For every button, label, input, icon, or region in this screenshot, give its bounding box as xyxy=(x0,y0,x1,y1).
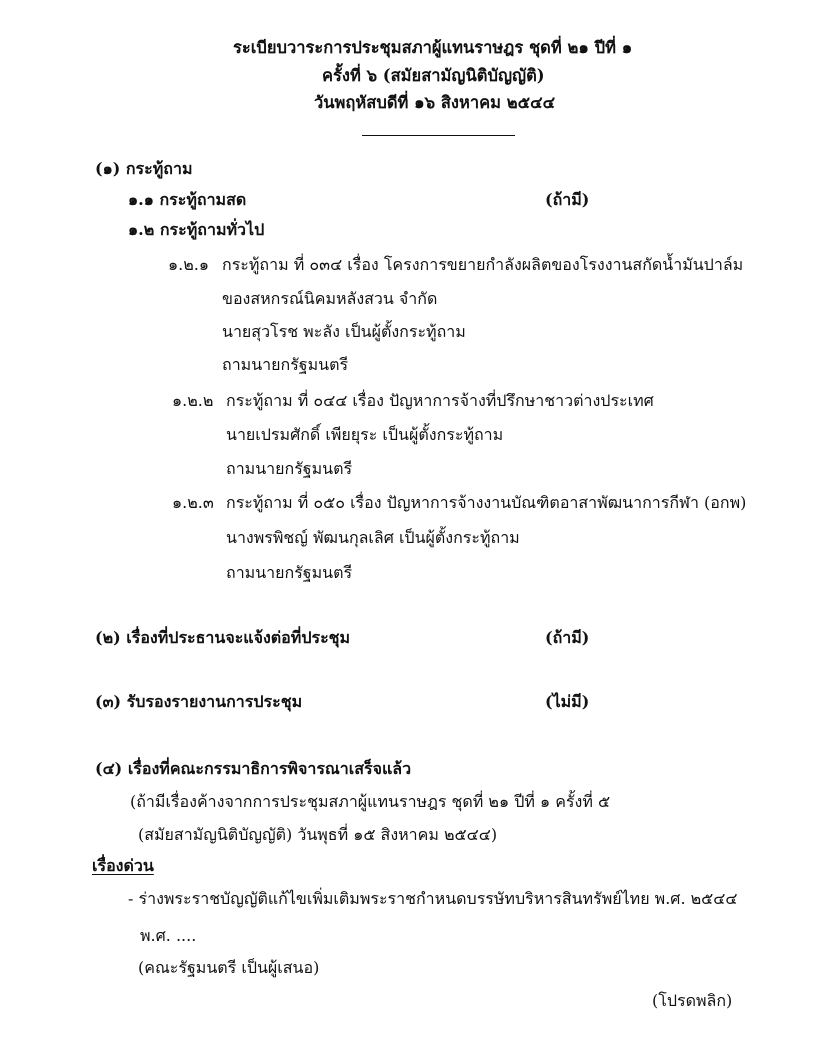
urgent-heading: เรื่องด่วน xyxy=(92,856,154,875)
header-line-2: ครั้งที่ ๖ (สมัยสามัญนิติบัญญัติ) xyxy=(322,66,545,85)
section-3-note: (ไม่มี) xyxy=(545,692,590,711)
item-1-2-2-title: กระทู้ถาม ที่ ๐๔๔ เรื่อง ปัญหาการจ้างที่ปรึกษาชาวต่างประเทศ xyxy=(226,391,654,410)
section-2-title: (๒) เรื่องที่ประธานจะแจ้งต่อที่ประชุม xyxy=(95,628,351,647)
item-1-2-3-title: กระทู้ถาม ที่ ๐๕๐ เรื่อง ปัญหาการจ้างงานบัณฑิตอาสาพัฒนาการกีฬา (อกพ) xyxy=(226,493,747,512)
section-1-1-label: ๑.๑ กระทู้ถามสด xyxy=(128,190,247,209)
item-1-2-1-title: กระทู้ถาม ที่ ๐๓๔ เรื่อง โครงการขยายกำลังผลิตของโรงงานสกัดน้ำมันปาล์ม xyxy=(222,255,744,274)
section-4-line-1: (ถ้ามีเรื่องค้างจากการประชุมสภาผู้แทนราษฎร ชุดที่ ๒๑ ปีที่ ๑ ครั้งที่ ๕ xyxy=(130,792,611,811)
turn-over-note: (โปรดพลิก) xyxy=(652,991,733,1010)
urgent-item: - ร่างพระราชบัญญัติแก้ไขเพิ่มเติมพระราชกำหนดบรรษัทบริหารสินทรัพย์ไทย พ.ศ. ๒๕๔๔ xyxy=(128,889,738,908)
item-1-2-2-asker: นายเปรมศักดิ์ เพียยุระ เป็นผู้ตั้งกระทู้ถาม xyxy=(226,425,504,444)
header-line-3: วันพฤหัสบดีที่ ๑๖ สิงหาคม ๒๕๔๔ xyxy=(314,93,556,112)
section-4-title: (๔) เรื่องที่คณะกรรมาธิการพิจารณาเสร็จแล้ว xyxy=(95,759,412,778)
item-1-2-3-addressee: ถามนายกรัฐมนตรี xyxy=(226,563,353,582)
section-3-title: (๓) รับรองรายงานการประชุม xyxy=(95,692,303,711)
section-4-line-2: (สมัยสามัญนิติบัญญัติ) วันพุธที่ ๑๕ สิงหาคม ๒๕๔๔) xyxy=(138,825,498,844)
section-1-title: (๑) กระทู้ถาม xyxy=(95,159,193,178)
item-1-2-2-addressee: ถามนายกรัฐมนตรี xyxy=(226,459,353,478)
item-1-2-3-number: ๑.๒.๓ xyxy=(172,493,214,512)
section-1-1-note: (ถ้ามี) xyxy=(545,190,590,209)
item-1-2-1-continuation: ของสหกรณ์นิคมหลังสวน จำกัด xyxy=(222,289,438,308)
header-line-1: ระเบียบวาระการประชุมสภาผู้แทนราษฎร ชุดที่ ๒๑ ปีที่ ๑ xyxy=(233,38,633,57)
item-1-2-1-number: ๑.๒.๑ xyxy=(168,255,210,274)
item-1-2-2-number: ๑.๒.๒ xyxy=(172,391,214,410)
section-2-note: (ถ้ามี) xyxy=(545,628,590,647)
header-divider xyxy=(362,135,515,136)
section-1-2-label: ๑.๒ กระทู้ถามทั่วไป xyxy=(128,220,265,239)
item-1-2-1-asker: นายสุวโรช พะลัง เป็นผู้ตั้งกระทู้ถาม xyxy=(222,322,466,341)
item-1-2-3-asker: นางพรพิชญ์ พัฒนกุลเลิศ เป็นผู้ตั้งกระทู้ถาม xyxy=(226,528,520,547)
urgent-proposer: (คณะรัฐมนตรี เป็นผู้เสนอ) xyxy=(138,958,320,977)
item-1-2-1-addressee: ถามนายกรัฐมนตรี xyxy=(222,355,349,374)
urgent-item-continuation: พ.ศ. .... xyxy=(140,926,197,945)
